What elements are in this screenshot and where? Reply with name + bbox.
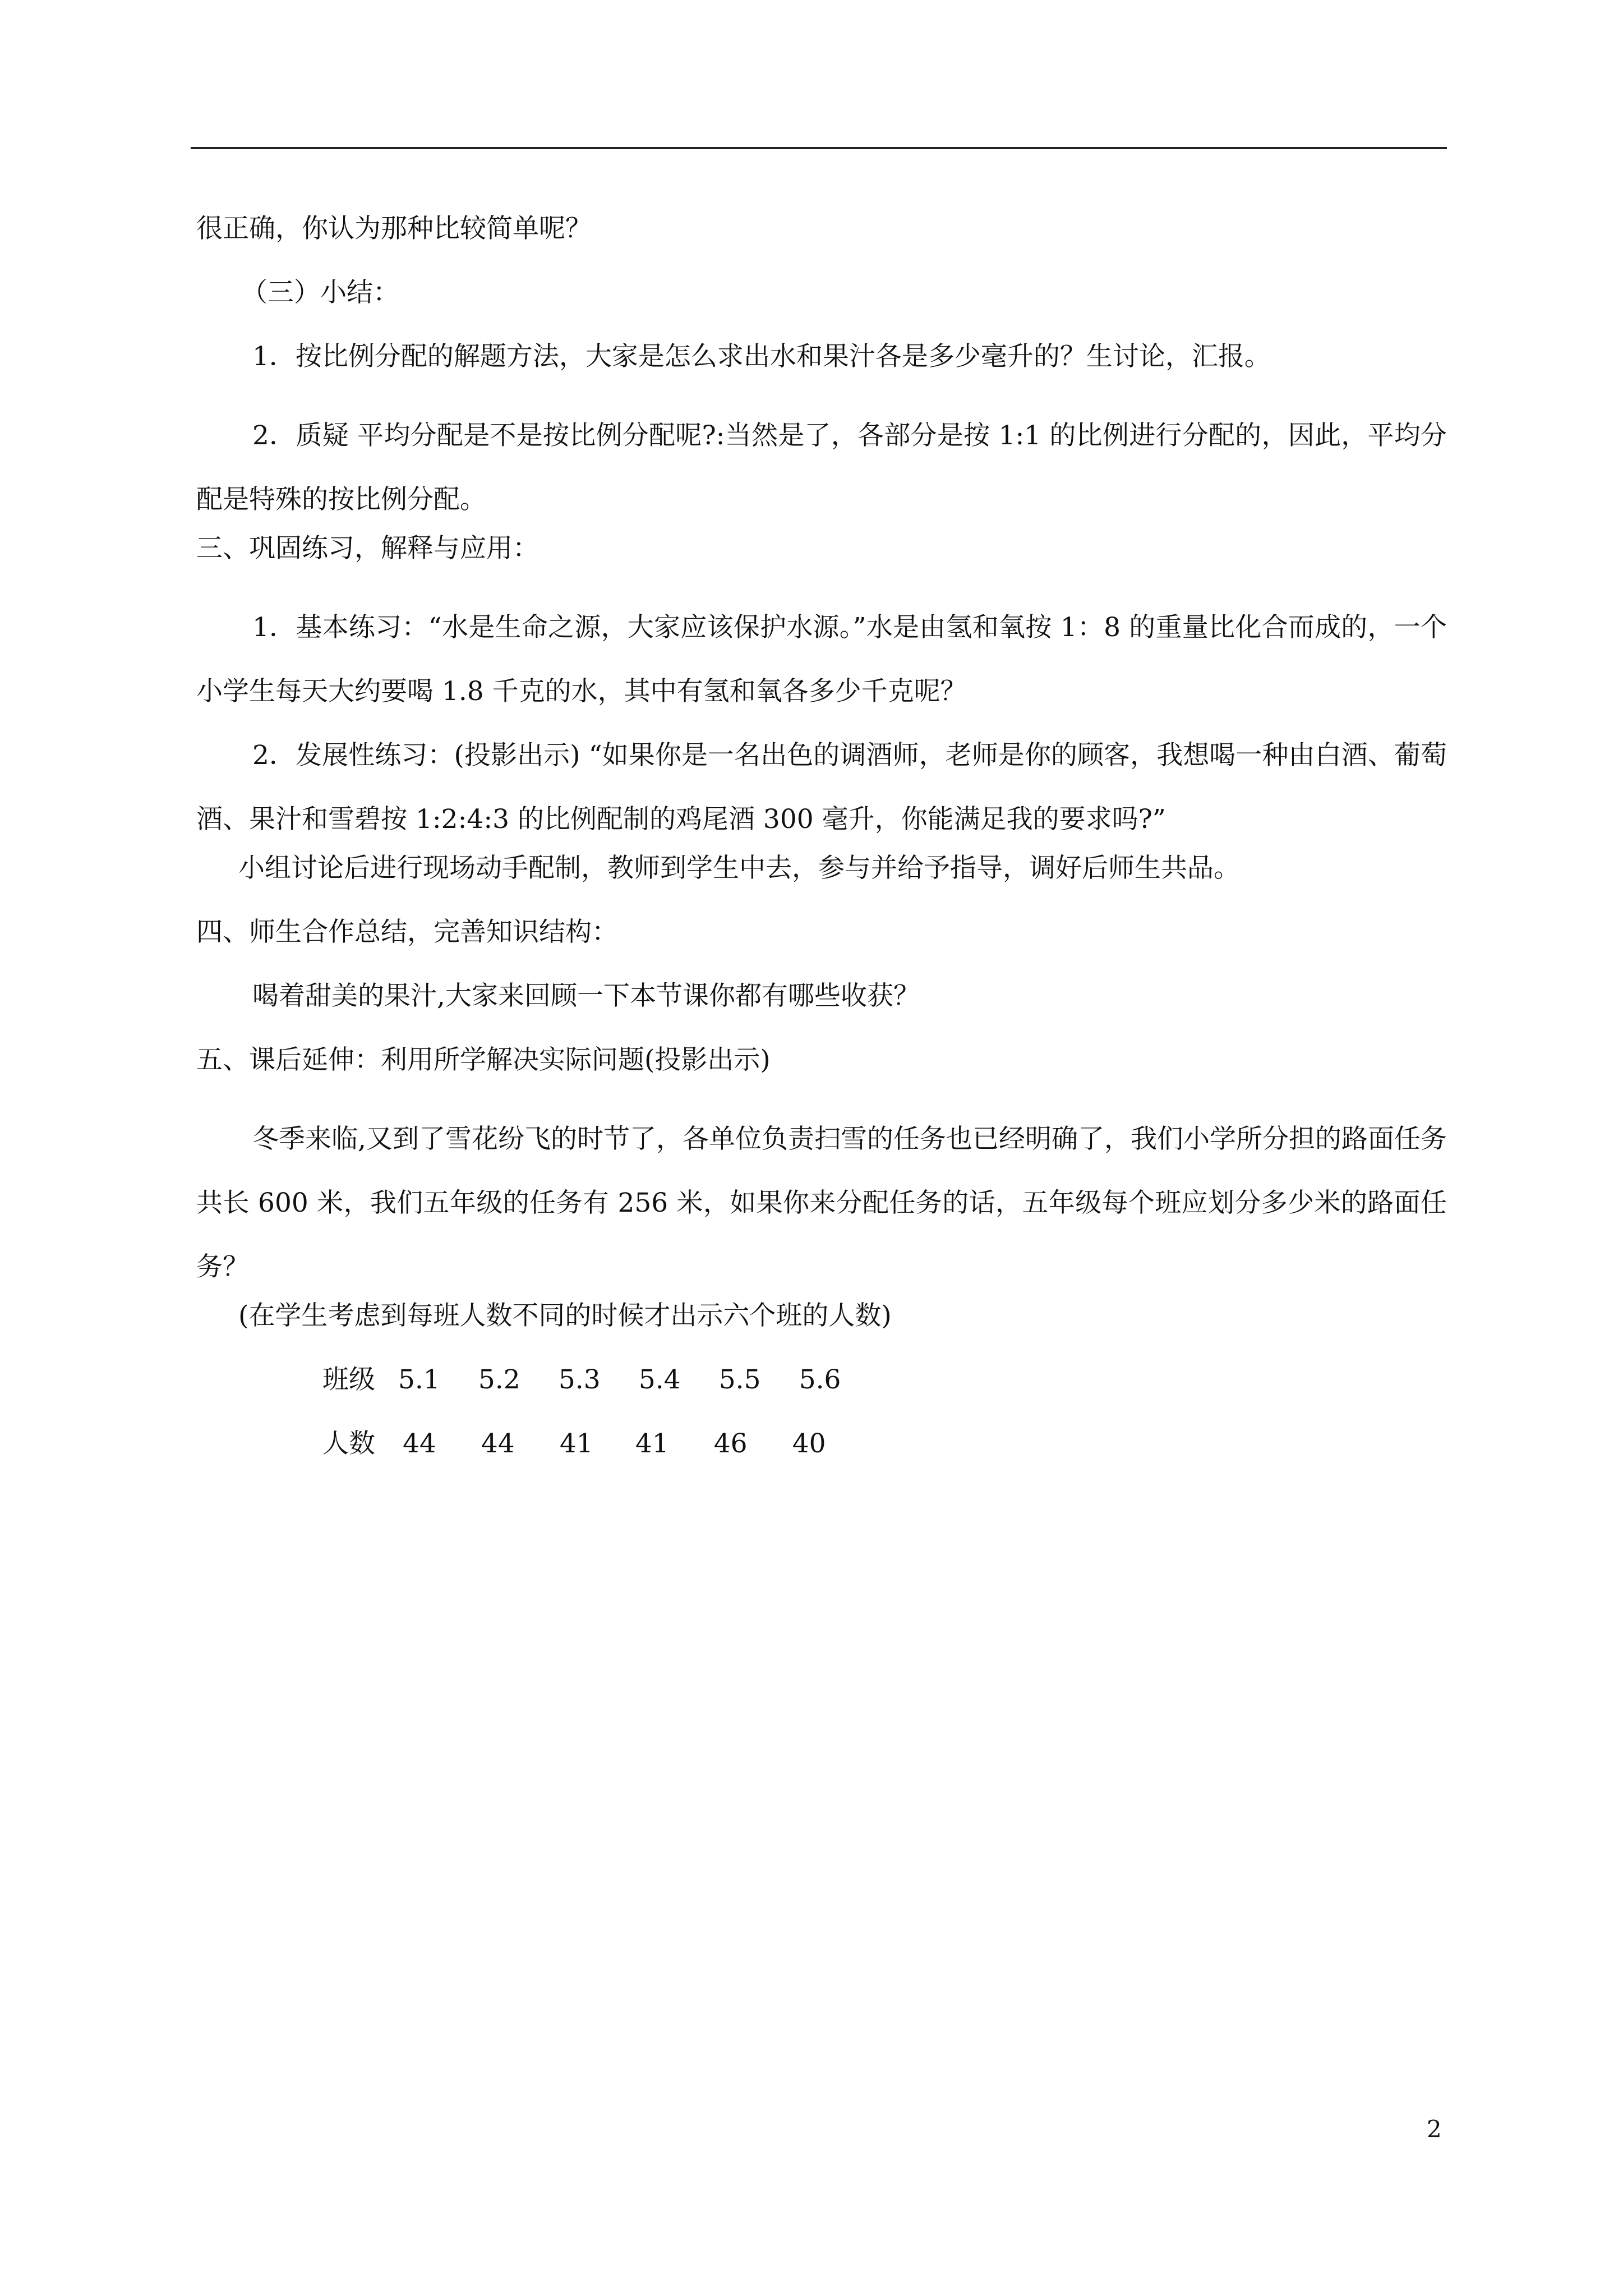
paragraph: 2．发展性练习：(投影出示) “如果你是一名出色的调酒师，老师是你的顾客，我想喝一种由白酒、葡萄酒、果汁和雪碧按 1:2:4:3 的比例配制的鸡尾酒 300 毫升，你能满足我的要求吗?” — [196, 740, 1447, 835]
count-row — [322, 1427, 826, 1461]
count-cell: 44 — [481, 1428, 515, 1459]
paragraph: 1．按比例分配的解题方法，大家是怎么求出水和果汁各是多少毫升的？生讨论，汇报。 — [252, 341, 1271, 372]
count-cell: 46 — [713, 1428, 748, 1459]
paragraph: 小组讨论后进行现场动手配制，教师到学生中去，参与并给予指导，调好后师生共品。 — [238, 853, 1240, 884]
page-number: 2 — [1427, 2115, 1442, 2143]
class-row — [322, 1363, 841, 1397]
class-label: 班级 — [322, 1364, 375, 1395]
paragraph: 1．基本练习：“水是生命之源，大家应该保护水源。”水是由氢和氧按 1：8 的重量比化合而成的，一个小学生每天大约要喝 1.8 千克的水，其中有氢和氧各多少千克呢？ — [196, 612, 1447, 707]
section-heading: 三、巩固练习，解释与应用： — [196, 533, 539, 564]
class-cell: 5.5 — [718, 1364, 761, 1395]
count-cell: 41 — [559, 1428, 593, 1459]
paragraph: 2．质疑 平均分配是不是按比例分配呢?:当然是了，各部分是按 1:1 的比例进行分配的，因此，平均分配是特殊的按比例分配。 — [196, 420, 1447, 515]
class-cell: 5.2 — [478, 1364, 520, 1395]
paragraph: 冬季来临,又到了雪花纷飞的时节了，各单位负责扫雪的任务也已经明确了，我们小学所分担的路面任务共长 600 米，我们五年级的任务有 256 米，如果你来分配任务的话，五年级每个班应划分多少米的路面任务？ — [196, 1124, 1447, 1282]
paragraph: 很正确，你认为那种比较简单呢？ — [196, 213, 592, 244]
count-cell: 40 — [792, 1428, 826, 1459]
count-label: 人数 — [322, 1428, 375, 1459]
section-heading: 五、课后延伸：利用所学解决实际问题(投影出示) — [196, 1045, 771, 1075]
paragraph: (在学生考虑到每班人数不同的时候才出示六个班的人数) — [238, 1300, 892, 1331]
class-cell: 5.1 — [398, 1364, 440, 1395]
class-cell: 5.4 — [638, 1364, 681, 1395]
section-heading: （三）小结： — [241, 277, 399, 308]
class-cell: 5.3 — [558, 1364, 601, 1395]
header-rule — [191, 147, 1447, 149]
count-cell: 41 — [635, 1428, 669, 1459]
paragraph: 喝着甜美的果汁,大家来回顾一下本节课你都有哪些收获？ — [252, 981, 920, 1011]
class-cell: 5.6 — [799, 1364, 841, 1395]
count-cell: 44 — [402, 1428, 436, 1459]
section-heading: 四、师生合作总结，完善知识结构： — [196, 917, 618, 947]
